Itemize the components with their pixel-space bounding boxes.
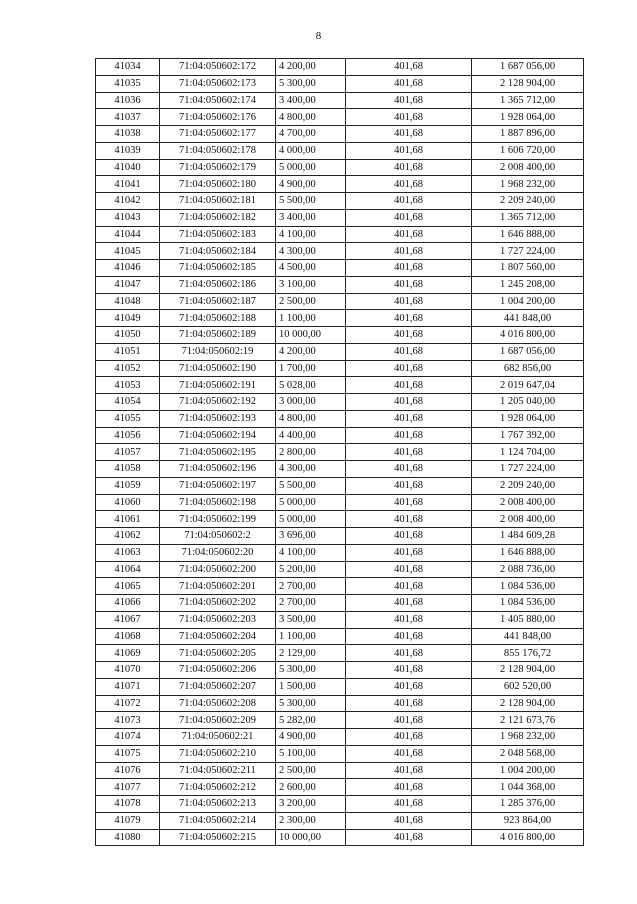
cadastral-number-cell: 71:04:050602:207 (160, 678, 276, 695)
cadastral-value-cell: 2 008 400,00 (472, 511, 584, 528)
cadastral-number-cell: 71:04:050602:188 (160, 310, 276, 327)
cadastral-value-cell: 923 864,00 (472, 812, 584, 829)
cadastral-value-cell: 1 205 040,00 (472, 394, 584, 411)
cadastral-value-cell: 1 807 560,00 (472, 260, 584, 277)
area-cell: 3 000,00 (276, 394, 346, 411)
unit-price-cell: 401,68 (346, 762, 472, 779)
cadastral-value-cell: 1 887 896,00 (472, 126, 584, 143)
row-number-cell: 41048 (96, 293, 160, 310)
cadastral-number-cell: 71:04:050602:194 (160, 427, 276, 444)
cadastral-number-cell: 71:04:050602:2 (160, 528, 276, 545)
row-number-cell: 41072 (96, 695, 160, 712)
table-row (96, 109, 584, 126)
cadastral-value-cell: 4 016 800,00 (472, 829, 584, 846)
unit-price-cell: 401,68 (346, 461, 472, 478)
unit-price-cell: 401,68 (346, 628, 472, 645)
area-cell: 2 500,00 (276, 762, 346, 779)
table-row (96, 645, 584, 662)
unit-price-cell: 401,68 (346, 176, 472, 193)
row-number-cell: 41038 (96, 126, 160, 143)
cadastral-number-cell: 71:04:050602:202 (160, 595, 276, 612)
area-cell: 3 500,00 (276, 611, 346, 628)
cadastral-number-cell: 71:04:050602:197 (160, 477, 276, 494)
table-row (96, 611, 584, 628)
area-cell: 4 700,00 (276, 126, 346, 143)
cadastral-value-cell: 1 767 392,00 (472, 427, 584, 444)
cadastral-value-table (95, 58, 584, 846)
cadastral-number-cell: 71:04:050602:180 (160, 176, 276, 193)
unit-price-cell: 401,68 (346, 377, 472, 394)
unit-price-cell: 401,68 (346, 511, 472, 528)
area-cell: 2 700,00 (276, 578, 346, 595)
row-number-cell: 41078 (96, 796, 160, 813)
cadastral-number-cell: 71:04:050602:212 (160, 779, 276, 796)
area-cell: 4 900,00 (276, 729, 346, 746)
cadastral-value-cell: 2 128 904,00 (472, 695, 584, 712)
unit-price-cell: 401,68 (346, 293, 472, 310)
table-row (96, 578, 584, 595)
cadastral-value-cell: 1 606 720,00 (472, 142, 584, 159)
area-cell: 4 300,00 (276, 243, 346, 260)
row-number-cell: 41071 (96, 678, 160, 695)
cadastral-number-cell: 71:04:050602:198 (160, 494, 276, 511)
area-cell: 4 200,00 (276, 343, 346, 360)
table-row (96, 461, 584, 478)
cadastral-number-cell: 71:04:050602:192 (160, 394, 276, 411)
unit-price-cell: 401,68 (346, 561, 472, 578)
cadastral-number-cell: 71:04:050602:215 (160, 829, 276, 846)
row-number-cell: 41079 (96, 812, 160, 829)
table-row (96, 293, 584, 310)
unit-price-cell: 401,68 (346, 477, 472, 494)
row-number-cell: 41068 (96, 628, 160, 645)
unit-price-cell: 401,68 (346, 209, 472, 226)
cadastral-value-cell: 1 968 232,00 (472, 176, 584, 193)
cadastral-value-cell: 1 405 880,00 (472, 611, 584, 628)
unit-price-cell: 401,68 (346, 260, 472, 277)
unit-price-cell: 401,68 (346, 829, 472, 846)
cadastral-number-cell: 71:04:050602:203 (160, 611, 276, 628)
cadastral-number-cell: 71:04:050602:210 (160, 745, 276, 762)
unit-price-cell: 401,68 (346, 645, 472, 662)
row-number-cell: 41053 (96, 377, 160, 394)
cadastral-number-cell: 71:04:050602:186 (160, 276, 276, 293)
table-row (96, 829, 584, 846)
cadastral-value-cell: 1 084 536,00 (472, 595, 584, 612)
table-row (96, 628, 584, 645)
cadastral-value-cell: 682 856,00 (472, 360, 584, 377)
table-row (96, 209, 584, 226)
row-number-cell: 41051 (96, 343, 160, 360)
cadastral-number-cell: 71:04:050602:196 (160, 461, 276, 478)
table-row (96, 142, 584, 159)
unit-price-cell: 401,68 (346, 193, 472, 210)
table-row (96, 427, 584, 444)
cadastral-number-cell: 71:04:050602:174 (160, 92, 276, 109)
unit-price-cell: 401,68 (346, 611, 472, 628)
area-cell: 5 282,00 (276, 712, 346, 729)
cadastral-number-cell: 71:04:050602:178 (160, 142, 276, 159)
cadastral-value-cell: 2 088 736,00 (472, 561, 584, 578)
unit-price-cell: 401,68 (346, 427, 472, 444)
cadastral-value-cell: 1 727 224,00 (472, 243, 584, 260)
table-row (96, 477, 584, 494)
row-number-cell: 41056 (96, 427, 160, 444)
cadastral-number-cell: 71:04:050602:195 (160, 444, 276, 461)
cadastral-value-cell: 855 176,72 (472, 645, 584, 662)
cadastral-value-cell: 1 928 064,00 (472, 410, 584, 427)
table-body (96, 59, 584, 846)
cadastral-number-cell: 71:04:050602:208 (160, 695, 276, 712)
table-row (96, 528, 584, 545)
row-number-cell: 41050 (96, 327, 160, 344)
cadastral-number-cell: 71:04:050602:179 (160, 159, 276, 176)
table-row (96, 377, 584, 394)
row-number-cell: 41057 (96, 444, 160, 461)
row-number-cell: 41077 (96, 779, 160, 796)
area-cell: 4 100,00 (276, 226, 346, 243)
area-cell: 5 200,00 (276, 561, 346, 578)
cadastral-value-cell: 2 048 568,00 (472, 745, 584, 762)
cadastral-value-cell: 2 019 647,04 (472, 377, 584, 394)
cadastral-number-cell: 71:04:050602:209 (160, 712, 276, 729)
unit-price-cell: 401,68 (346, 109, 472, 126)
unit-price-cell: 401,68 (346, 796, 472, 813)
area-cell: 2 500,00 (276, 293, 346, 310)
cadastral-value-cell: 1 687 056,00 (472, 343, 584, 360)
row-number-cell: 41041 (96, 176, 160, 193)
area-cell: 5 300,00 (276, 695, 346, 712)
table-row (96, 444, 584, 461)
cadastral-number-cell: 71:04:050602:204 (160, 628, 276, 645)
table-row (96, 310, 584, 327)
cadastral-number-cell: 71:04:050602:185 (160, 260, 276, 277)
row-number-cell: 41075 (96, 745, 160, 762)
cadastral-value-cell: 1 245 208,00 (472, 276, 584, 293)
row-number-cell: 41042 (96, 193, 160, 210)
table-row (96, 276, 584, 293)
row-number-cell: 41080 (96, 829, 160, 846)
cadastral-number-cell: 71:04:050602:21 (160, 729, 276, 746)
cadastral-value-cell: 1 646 888,00 (472, 226, 584, 243)
row-number-cell: 41046 (96, 260, 160, 277)
row-number-cell: 41065 (96, 578, 160, 595)
table-row (96, 126, 584, 143)
cadastral-number-cell: 71:04:050602:181 (160, 193, 276, 210)
cadastral-number-cell: 71:04:050602:177 (160, 126, 276, 143)
cadastral-value-cell: 1 484 609,28 (472, 528, 584, 545)
row-number-cell: 41063 (96, 544, 160, 561)
table-row (96, 327, 584, 344)
table-row (96, 729, 584, 746)
row-number-cell: 41035 (96, 75, 160, 92)
cadastral-value-cell: 2 209 240,00 (472, 477, 584, 494)
unit-price-cell: 401,68 (346, 812, 472, 829)
unit-price-cell: 401,68 (346, 729, 472, 746)
cadastral-number-cell: 71:04:050602:191 (160, 377, 276, 394)
unit-price-cell: 401,68 (346, 662, 472, 679)
cadastral-number-cell: 71:04:050602:183 (160, 226, 276, 243)
cadastral-value-cell: 1 365 712,00 (472, 92, 584, 109)
area-cell: 3 100,00 (276, 276, 346, 293)
cadastral-value-cell: 1 004 200,00 (472, 293, 584, 310)
cadastral-value-cell: 2 209 240,00 (472, 193, 584, 210)
table-row (96, 796, 584, 813)
row-number-cell: 41076 (96, 762, 160, 779)
area-cell: 4 200,00 (276, 59, 346, 76)
area-cell: 4 100,00 (276, 544, 346, 561)
area-cell: 3 200,00 (276, 796, 346, 813)
cadastral-value-cell: 1 004 200,00 (472, 762, 584, 779)
unit-price-cell: 401,68 (346, 75, 472, 92)
cadastral-number-cell: 71:04:050602:206 (160, 662, 276, 679)
cadastral-value-cell: 4 016 800,00 (472, 327, 584, 344)
cadastral-value-cell: 1 084 536,00 (472, 578, 584, 595)
cadastral-value-cell: 1 687 056,00 (472, 59, 584, 76)
table-row (96, 544, 584, 561)
row-number-cell: 41058 (96, 461, 160, 478)
unit-price-cell: 401,68 (346, 360, 472, 377)
area-cell: 3 400,00 (276, 209, 346, 226)
area-cell: 1 100,00 (276, 628, 346, 645)
cadastral-value-cell: 441 848,00 (472, 628, 584, 645)
table-row (96, 678, 584, 695)
cadastral-value-cell: 1 727 224,00 (472, 461, 584, 478)
unit-price-cell: 401,68 (346, 327, 472, 344)
row-number-cell: 41062 (96, 528, 160, 545)
row-number-cell: 41037 (96, 109, 160, 126)
cadastral-value-cell: 1 124 704,00 (472, 444, 584, 461)
area-cell: 10 000,00 (276, 829, 346, 846)
cadastral-number-cell: 71:04:050602:19 (160, 343, 276, 360)
table-row (96, 343, 584, 360)
cadastral-number-cell: 71:04:050602:184 (160, 243, 276, 260)
area-cell: 4 400,00 (276, 427, 346, 444)
row-number-cell: 41066 (96, 595, 160, 612)
area-cell: 5 000,00 (276, 494, 346, 511)
unit-price-cell: 401,68 (346, 92, 472, 109)
row-number-cell: 41040 (96, 159, 160, 176)
table-row (96, 695, 584, 712)
row-number-cell: 41044 (96, 226, 160, 243)
area-cell: 5 500,00 (276, 477, 346, 494)
cadastral-value-cell: 1 365 712,00 (472, 209, 584, 226)
area-cell: 5 500,00 (276, 193, 346, 210)
unit-price-cell: 401,68 (346, 126, 472, 143)
cadastral-value-cell: 1 968 232,00 (472, 729, 584, 746)
cadastral-number-cell: 71:04:050602:173 (160, 75, 276, 92)
cadastral-number-cell: 71:04:050602:176 (160, 109, 276, 126)
area-cell: 2 700,00 (276, 595, 346, 612)
area-cell: 1 700,00 (276, 360, 346, 377)
area-cell: 2 300,00 (276, 812, 346, 829)
table-row (96, 360, 584, 377)
table-row (96, 812, 584, 829)
cadastral-value-cell: 2 128 904,00 (472, 75, 584, 92)
row-number-cell: 41049 (96, 310, 160, 327)
row-number-cell: 41045 (96, 243, 160, 260)
cadastral-value-cell: 2 008 400,00 (472, 159, 584, 176)
cadastral-number-cell: 71:04:050602:182 (160, 209, 276, 226)
unit-price-cell: 401,68 (346, 528, 472, 545)
unit-price-cell: 401,68 (346, 595, 472, 612)
cadastral-number-cell: 71:04:050602:199 (160, 511, 276, 528)
table-row (96, 595, 584, 612)
unit-price-cell: 401,68 (346, 343, 472, 360)
table-row (96, 193, 584, 210)
cadastral-value-cell: 2 008 400,00 (472, 494, 584, 511)
table-row (96, 159, 584, 176)
row-number-cell: 41043 (96, 209, 160, 226)
row-number-cell: 41060 (96, 494, 160, 511)
area-cell: 4 800,00 (276, 410, 346, 427)
table-row (96, 511, 584, 528)
area-cell: 4 900,00 (276, 176, 346, 193)
cadastral-number-cell: 71:04:050602:189 (160, 327, 276, 344)
cadastral-number-cell: 71:04:050602:205 (160, 645, 276, 662)
row-number-cell: 41036 (96, 92, 160, 109)
row-number-cell: 41047 (96, 276, 160, 293)
table-row (96, 410, 584, 427)
area-cell: 10 000,00 (276, 327, 346, 344)
area-cell: 5 000,00 (276, 511, 346, 528)
table-row (96, 260, 584, 277)
table-row (96, 176, 584, 193)
table-row (96, 226, 584, 243)
cadastral-number-cell: 71:04:050602:190 (160, 360, 276, 377)
table-row (96, 561, 584, 578)
unit-price-cell: 401,68 (346, 444, 472, 461)
row-number-cell: 41073 (96, 712, 160, 729)
row-number-cell: 41052 (96, 360, 160, 377)
area-cell: 4 300,00 (276, 461, 346, 478)
cadastral-value-cell: 1 928 064,00 (472, 109, 584, 126)
unit-price-cell: 401,68 (346, 745, 472, 762)
cadastral-value-cell: 602 520,00 (472, 678, 584, 695)
row-number-cell: 41061 (96, 511, 160, 528)
cadastral-number-cell: 71:04:050602:20 (160, 544, 276, 561)
unit-price-cell: 401,68 (346, 159, 472, 176)
area-cell: 4 800,00 (276, 109, 346, 126)
unit-price-cell: 401,68 (346, 578, 472, 595)
table-row (96, 779, 584, 796)
unit-price-cell: 401,68 (346, 544, 472, 561)
unit-price-cell: 401,68 (346, 712, 472, 729)
unit-price-cell: 401,68 (346, 695, 472, 712)
area-cell: 1 100,00 (276, 310, 346, 327)
area-cell: 3 696,00 (276, 528, 346, 545)
cadastral-value-cell: 1 285 376,00 (472, 796, 584, 813)
row-number-cell: 41074 (96, 729, 160, 746)
table-row (96, 762, 584, 779)
area-cell: 4 000,00 (276, 142, 346, 159)
cadastral-value-cell: 441 848,00 (472, 310, 584, 327)
row-number-cell: 41054 (96, 394, 160, 411)
area-cell: 4 500,00 (276, 260, 346, 277)
cadastral-number-cell: 71:04:050602:193 (160, 410, 276, 427)
unit-price-cell: 401,68 (346, 276, 472, 293)
cadastral-number-cell: 71:04:050602:211 (160, 762, 276, 779)
cadastral-number-cell: 71:04:050602:213 (160, 796, 276, 813)
cadastral-value-cell: 1 044 368,00 (472, 779, 584, 796)
table-row (96, 92, 584, 109)
unit-price-cell: 401,68 (346, 310, 472, 327)
table-row (96, 745, 584, 762)
cadastral-value-cell: 2 128 904,00 (472, 662, 584, 679)
table-row (96, 75, 584, 92)
unit-price-cell: 401,68 (346, 494, 472, 511)
cadastral-number-cell: 71:04:050602:200 (160, 561, 276, 578)
unit-price-cell: 401,68 (346, 226, 472, 243)
area-cell: 2 600,00 (276, 779, 346, 796)
area-cell: 5 300,00 (276, 662, 346, 679)
unit-price-cell: 401,68 (346, 410, 472, 427)
unit-price-cell: 401,68 (346, 243, 472, 260)
cadastral-number-cell: 71:04:050602:172 (160, 59, 276, 76)
area-cell: 5 300,00 (276, 75, 346, 92)
cadastral-number-cell: 71:04:050602:187 (160, 293, 276, 310)
area-cell: 2 129,00 (276, 645, 346, 662)
cadastral-number-cell: 71:04:050602:214 (160, 812, 276, 829)
row-number-cell: 41064 (96, 561, 160, 578)
table-row (96, 494, 584, 511)
page-number: 8 (315, 30, 322, 42)
area-cell: 5 000,00 (276, 159, 346, 176)
cadastral-value-cell: 2 121 673,76 (472, 712, 584, 729)
area-cell: 5 028,00 (276, 377, 346, 394)
row-number-cell: 41070 (96, 662, 160, 679)
row-number-cell: 41069 (96, 645, 160, 662)
table-row (96, 394, 584, 411)
area-cell: 5 100,00 (276, 745, 346, 762)
table-row (96, 662, 584, 679)
row-number-cell: 41039 (96, 142, 160, 159)
unit-price-cell: 401,68 (346, 394, 472, 411)
table-row (96, 712, 584, 729)
cadastral-value-cell: 1 646 888,00 (472, 544, 584, 561)
row-number-cell: 41034 (96, 59, 160, 76)
area-cell: 2 800,00 (276, 444, 346, 461)
unit-price-cell: 401,68 (346, 779, 472, 796)
area-cell: 3 400,00 (276, 92, 346, 109)
area-cell: 1 500,00 (276, 678, 346, 695)
row-number-cell: 41055 (96, 410, 160, 427)
unit-price-cell: 401,68 (346, 678, 472, 695)
unit-price-cell: 401,68 (346, 142, 472, 159)
row-number-cell: 41059 (96, 477, 160, 494)
cadastral-number-cell: 71:04:050602:201 (160, 578, 276, 595)
table-row (96, 59, 584, 76)
unit-price-cell: 401,68 (346, 59, 472, 76)
row-number-cell: 41067 (96, 611, 160, 628)
table-row (96, 243, 584, 260)
